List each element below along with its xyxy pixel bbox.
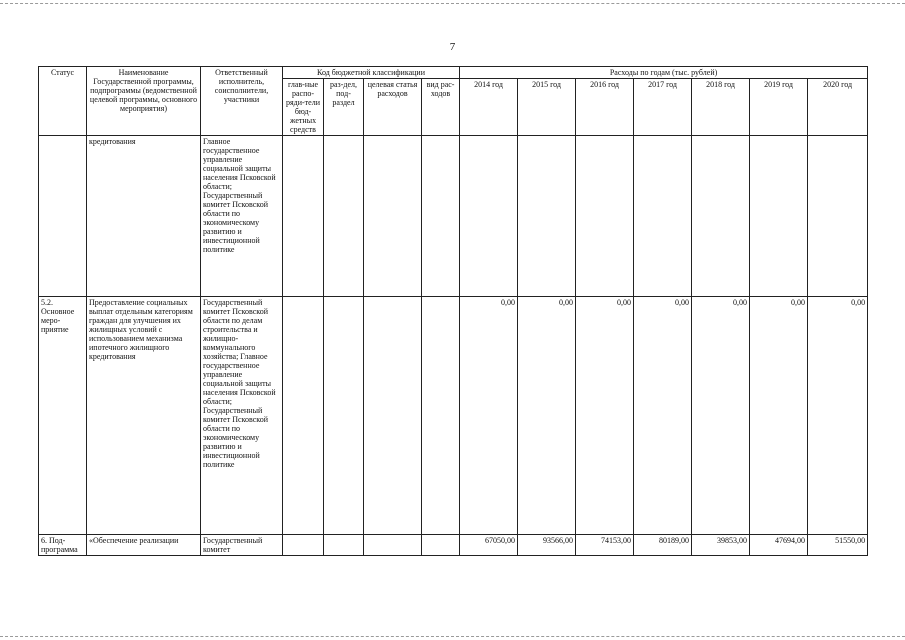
row-code-section (324, 136, 364, 297)
row-name: «Обеспечение реализации (87, 535, 201, 556)
header-year-2018: 2018 год (692, 79, 750, 136)
table-row (39, 297, 868, 535)
header-year-2014: 2014 год (460, 79, 518, 136)
header-year-2016: 2016 год (576, 79, 634, 136)
row-name: кредитования (87, 136, 201, 297)
table-row (39, 535, 868, 556)
row-value-2018: 39853,00 (692, 535, 750, 556)
row-code-chief-manager (283, 136, 324, 297)
budget-table (38, 66, 868, 556)
row-value-2019: 47694,00 (750, 535, 808, 556)
row-value-2015: 0,00 (518, 297, 576, 535)
row-status (39, 136, 87, 297)
row-value-2017 (634, 136, 692, 297)
row-value-2016: 0,00 (576, 297, 634, 535)
header-code-target-article: целевая статья расходов (364, 79, 422, 136)
row-value-2016 (576, 136, 634, 297)
row-value-2017: 80189,00 (634, 535, 692, 556)
header-year-2017: 2017 год (634, 79, 692, 136)
header-budget-code: Код бюджетной классификации (283, 67, 460, 79)
header-code-expense-type: вид рас-ходов (422, 79, 460, 136)
row-value-2014: 0,00 (460, 297, 518, 535)
row-responsible: Государственный комитет Псковской области по делам строительства и жилищно-коммунального хозяйства; Главное государственное управление социальной защиты населения Псковской области; Государственный комитет Псковской области по экономическому развитию и инвестиционной политике (201, 297, 283, 535)
row-code-expense-type (422, 297, 460, 535)
row-value-2015 (518, 136, 576, 297)
row-code-chief-manager (283, 535, 324, 556)
row-code-target-article (364, 535, 422, 556)
row-code-chief-manager (283, 297, 324, 535)
row-code-expense-type (422, 136, 460, 297)
row-value-2019 (750, 136, 808, 297)
row-value-2018: 0,00 (692, 297, 750, 535)
table-row (39, 136, 868, 297)
header-status: Статус (39, 67, 87, 136)
row-value-2014 (460, 136, 518, 297)
row-value-2014: 67050,00 (460, 535, 518, 556)
row-responsible: Государственный комитет (201, 535, 283, 556)
row-value-2020: 0,00 (808, 297, 868, 535)
header-name: Наименование Государственной программы, подпрограммы (ведомственной целевой программы, основного мероприятия) (87, 67, 201, 136)
row-value-2016: 74153,00 (576, 535, 634, 556)
row-value-2020: 51550,00 (808, 535, 868, 556)
row-value-2020 (808, 136, 868, 297)
header-row-1 (39, 67, 868, 79)
header-expenses-by-year: Расходы по годам (тыс. рублей) (460, 67, 868, 79)
row-code-expense-type (422, 535, 460, 556)
row-status: 6. Под-программа (39, 535, 87, 556)
page-number: 7 (449, 41, 456, 53)
row-code-section (324, 297, 364, 535)
header-year-2019: 2019 год (750, 79, 808, 136)
row-name: Предоставление социальных выплат отдельным категориям граждан для улучшения их жилищных условий с использованием механизма ипотечного жилищного кредитования (87, 297, 201, 535)
header-code-chief-manager: глав-ные распо-ряди-тели бюд-жетных средств (283, 79, 324, 136)
header-year-2020: 2020 год (808, 79, 868, 136)
page-bottom-edge (0, 636, 905, 637)
row-responsible: Главное государственное управление социальной защиты населения Псковской области; Государственный комитет Псковской области по экономическому развитию и инвестиционной политике (201, 136, 283, 297)
row-value-2015: 93566,00 (518, 535, 576, 556)
row-value-2017: 0,00 (634, 297, 692, 535)
row-code-target-article (364, 297, 422, 535)
row-value-2018 (692, 136, 750, 297)
row-code-target-article (364, 136, 422, 297)
row-code-section (324, 535, 364, 556)
header-code-section: раз-дел, под-раздел (324, 79, 364, 136)
header-responsible: Ответственный исполнитель, соисполнители, участники (201, 67, 283, 136)
row-status: 5.2. Основное меро-приятие (39, 297, 87, 535)
page-top-edge (0, 3, 905, 4)
row-value-2019: 0,00 (750, 297, 808, 535)
header-year-2015: 2015 год (518, 79, 576, 136)
